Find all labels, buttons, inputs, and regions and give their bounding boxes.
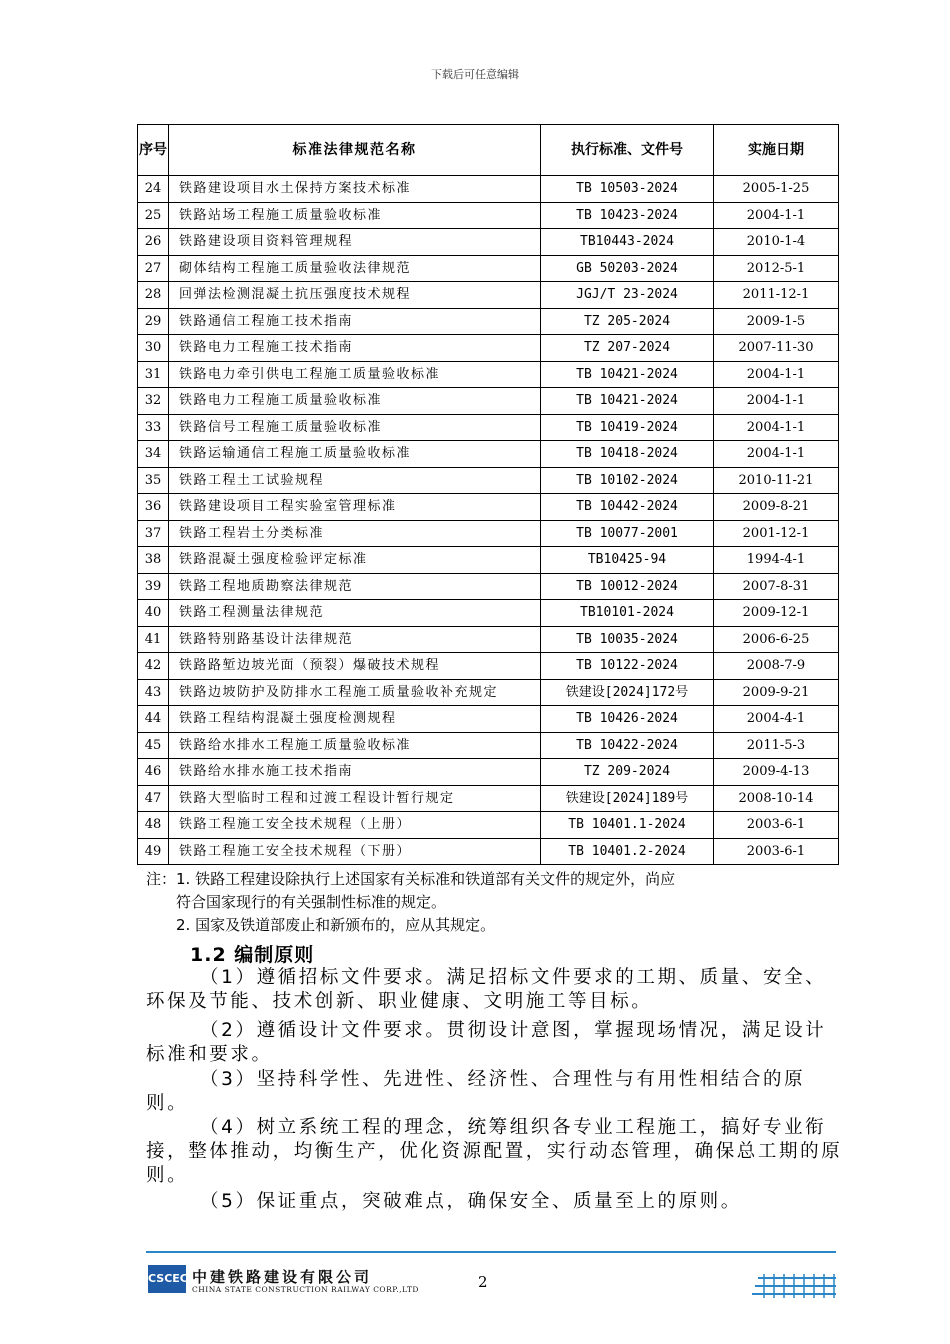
cell-date: 2004-1-1 bbox=[714, 414, 839, 441]
table-row bbox=[138, 838, 839, 865]
cell-date: 2004-4-1 bbox=[714, 706, 839, 733]
table-row bbox=[138, 467, 839, 494]
cell-no: 37 bbox=[138, 520, 169, 547]
cell-date: 2009-8-21 bbox=[714, 494, 839, 521]
principle-paragraph: （2）遵循设计文件要求。贯彻设计意图，掌握现场情况，满足设计标准和要求。 bbox=[146, 1020, 827, 1065]
table-row bbox=[138, 308, 839, 335]
cell-date: 2004-1-1 bbox=[714, 202, 839, 229]
cell-no: 40 bbox=[138, 600, 169, 627]
table-row bbox=[138, 759, 839, 786]
cell-code: TB 10122-2024 bbox=[541, 653, 714, 680]
cell-no: 44 bbox=[138, 706, 169, 733]
cell-code: TB 10401.1-2024 bbox=[541, 812, 714, 839]
cell-name: 砌体结构工程施工质量验收法律规范 bbox=[169, 255, 541, 282]
cell-code: TB 10426-2024 bbox=[541, 706, 714, 733]
principle-paragraph: （3）坚持科学性、先进性、经济性、合理性与有用性相结合的原则。 bbox=[146, 1069, 806, 1114]
cell-date: 2010-1-4 bbox=[714, 229, 839, 256]
table-row bbox=[138, 547, 839, 574]
principle-paragraph: （4）树立系统工程的理念，统筹组织各专业工程施工，搞好专业衔接，整体推动，均衡生产，优化资源配置，实行动态管理，确保总工期的原则。 bbox=[146, 1117, 843, 1186]
table-row bbox=[138, 388, 839, 415]
table-header-row bbox=[138, 125, 839, 176]
cell-date: 2007-11-30 bbox=[714, 335, 839, 362]
cell-name: 铁路工程岩土分类标准 bbox=[169, 520, 541, 547]
cell-no: 47 bbox=[138, 785, 169, 812]
cell-no: 34 bbox=[138, 441, 169, 468]
table-row bbox=[138, 600, 839, 627]
cell-code: TZ 209-2024 bbox=[541, 759, 714, 786]
table-row bbox=[138, 494, 839, 521]
cell-date: 2009-1-5 bbox=[714, 308, 839, 335]
cell-no: 32 bbox=[138, 388, 169, 415]
header-watermark: 下载后可任意编辑 bbox=[431, 68, 519, 81]
table-row bbox=[138, 520, 839, 547]
cell-no: 38 bbox=[138, 547, 169, 574]
table-row bbox=[138, 785, 839, 812]
cell-code: TZ 207-2024 bbox=[541, 335, 714, 362]
cell-date: 2009-9-21 bbox=[714, 679, 839, 706]
company-name-en: CHINA STATE CONSTRUCTION RAILWAY CORP.,LTD bbox=[192, 1285, 419, 1294]
cell-name: 铁路大型临时工程和过渡工程设计暂行规定 bbox=[169, 785, 541, 812]
cell-date: 2001-12-1 bbox=[714, 520, 839, 547]
cell-name: 铁路工程土工试验规程 bbox=[169, 467, 541, 494]
cell-name: 铁路工程地质勘察法律规范 bbox=[169, 573, 541, 600]
cell-no: 35 bbox=[138, 467, 169, 494]
table-row bbox=[138, 573, 839, 600]
table-row bbox=[138, 653, 839, 680]
cell-code: TB 10077-2001 bbox=[541, 520, 714, 547]
cell-no: 29 bbox=[138, 308, 169, 335]
cell-code: TB 10423-2024 bbox=[541, 202, 714, 229]
cell-no: 27 bbox=[138, 255, 169, 282]
cell-date: 1994-4-1 bbox=[714, 547, 839, 574]
cell-code: TB10443-2024 bbox=[541, 229, 714, 256]
page-number: 2 bbox=[478, 1273, 488, 1291]
cell-date: 2004-1-1 bbox=[714, 441, 839, 468]
principle-paragraph: （5）保证重点，突破难点，确保安全、质量至上的原则。 bbox=[200, 1191, 742, 1212]
table-notes bbox=[146, 868, 846, 937]
cell-no: 26 bbox=[138, 229, 169, 256]
cell-code: JGJ/T 23-2024 bbox=[541, 282, 714, 309]
cell-date: 2008-10-14 bbox=[714, 785, 839, 812]
header-code: 执行标准、文件号 bbox=[541, 125, 714, 176]
cell-code: GB 50203-2024 bbox=[541, 255, 714, 282]
cell-code: 铁建设[2024]189号 bbox=[541, 785, 714, 812]
cell-name: 铁路信号工程施工质量验收标准 bbox=[169, 414, 541, 441]
cell-no: 39 bbox=[138, 573, 169, 600]
cell-date: 2004-1-1 bbox=[714, 388, 839, 415]
table-row bbox=[138, 229, 839, 256]
cell-code: TB 10419-2024 bbox=[541, 414, 714, 441]
note-line-2: 符合国家现行的有关强制性标准的规定。 bbox=[176, 893, 447, 911]
standards-table bbox=[137, 124, 839, 865]
cell-code: TB10101-2024 bbox=[541, 600, 714, 627]
cell-name: 铁路路堑边坡光面（预裂）爆破技术规程 bbox=[169, 653, 541, 680]
cell-code: TB 10102-2024 bbox=[541, 467, 714, 494]
cell-no: 24 bbox=[138, 176, 169, 203]
cell-no: 41 bbox=[138, 626, 169, 653]
cell-name: 铁路电力工程施工技术指南 bbox=[169, 335, 541, 362]
cell-name: 铁路站场工程施工质量验收标准 bbox=[169, 202, 541, 229]
table-row bbox=[138, 626, 839, 653]
table-row bbox=[138, 679, 839, 706]
company-logo: CSCEC bbox=[148, 1265, 186, 1293]
table-row bbox=[138, 255, 839, 282]
cell-no: 43 bbox=[138, 679, 169, 706]
cell-name: 铁路建设项目资料管理规程 bbox=[169, 229, 541, 256]
section-heading: 1.2 编制原则 bbox=[190, 944, 315, 966]
table-row bbox=[138, 441, 839, 468]
cell-code: TB 10418-2024 bbox=[541, 441, 714, 468]
note-line-3: 2. 国家及铁道部废止和新颁布的，应从其规定。 bbox=[176, 916, 496, 934]
cell-no: 46 bbox=[138, 759, 169, 786]
cell-name: 铁路混凝土强度检验评定标准 bbox=[169, 547, 541, 574]
company-name-cn: 中建铁路建设有限公司 bbox=[192, 1268, 373, 1286]
cell-no: 33 bbox=[138, 414, 169, 441]
cell-date: 2006-6-25 bbox=[714, 626, 839, 653]
cell-date: 2011-12-1 bbox=[714, 282, 839, 309]
cell-name: 铁路工程施工安全技术规程（上册） bbox=[169, 812, 541, 839]
table-row bbox=[138, 361, 839, 388]
table-row bbox=[138, 812, 839, 839]
cell-no: 45 bbox=[138, 732, 169, 759]
cell-date: 2003-6-1 bbox=[714, 838, 839, 865]
table-row bbox=[138, 202, 839, 229]
cell-name: 铁路工程测量法律规范 bbox=[169, 600, 541, 627]
cell-name: 铁路给水排水工程施工质量验收标准 bbox=[169, 732, 541, 759]
cell-code: TB 10421-2024 bbox=[541, 388, 714, 415]
header-date: 实施日期 bbox=[714, 125, 839, 176]
header-no: 序号 bbox=[138, 125, 169, 176]
cell-no: 30 bbox=[138, 335, 169, 362]
cell-no: 49 bbox=[138, 838, 169, 865]
table-row bbox=[138, 706, 839, 733]
cell-name: 铁路特别路基设计法律规范 bbox=[169, 626, 541, 653]
rail-decoration-icon bbox=[752, 1272, 838, 1302]
cell-code: TB 10503-2024 bbox=[541, 176, 714, 203]
table-row bbox=[138, 176, 839, 203]
table-row bbox=[138, 732, 839, 759]
table-row bbox=[138, 335, 839, 362]
cell-no: 25 bbox=[138, 202, 169, 229]
principle-paragraph: （1）遵循招标文件要求。满足招标文件要求的工期、质量、安全、环保及节能、技术创新、职业健康、文明施工等目标。 bbox=[146, 967, 827, 1012]
cell-no: 31 bbox=[138, 361, 169, 388]
cell-name: 铁路电力牵引供电工程施工质量验收标准 bbox=[169, 361, 541, 388]
cell-name: 铁路工程施工安全技术规程（下册） bbox=[169, 838, 541, 865]
cell-date: 2009-4-13 bbox=[714, 759, 839, 786]
cell-no: 42 bbox=[138, 653, 169, 680]
note-line-1: 注：1. 铁路工程建设除执行上述国家有关标准和铁道部有关文件的规定外，尚应 bbox=[146, 870, 676, 888]
cell-date: 2005-1-25 bbox=[714, 176, 839, 203]
cell-name: 铁路给水排水施工技术指南 bbox=[169, 759, 541, 786]
cell-code: TZ 205-2024 bbox=[541, 308, 714, 335]
cell-name: 铁路建设项目工程实验室管理标准 bbox=[169, 494, 541, 521]
cell-date: 2004-1-1 bbox=[714, 361, 839, 388]
cell-code: TB 10421-2024 bbox=[541, 361, 714, 388]
cell-name: 铁路运输通信工程施工质量验收标准 bbox=[169, 441, 541, 468]
cell-date: 2010-11-21 bbox=[714, 467, 839, 494]
cell-name: 铁路通信工程施工技术指南 bbox=[169, 308, 541, 335]
cell-code: TB10425-94 bbox=[541, 547, 714, 574]
cell-code: TB 10012-2024 bbox=[541, 573, 714, 600]
cell-date: 2009-12-1 bbox=[714, 600, 839, 627]
table-row bbox=[138, 414, 839, 441]
cell-code: TB 10442-2024 bbox=[541, 494, 714, 521]
cell-date: 2007-8-31 bbox=[714, 573, 839, 600]
cell-code: TB 10401.2-2024 bbox=[541, 838, 714, 865]
cell-date: 2008-7-9 bbox=[714, 653, 839, 680]
header-name: 标准法律规范名称 bbox=[169, 125, 541, 176]
cell-date: 2003-6-1 bbox=[714, 812, 839, 839]
footer-divider bbox=[146, 1251, 836, 1253]
cell-date: 2012-5-1 bbox=[714, 255, 839, 282]
cell-no: 36 bbox=[138, 494, 169, 521]
cell-no: 28 bbox=[138, 282, 169, 309]
cell-name: 回弹法检测混凝土抗压强度技术规程 bbox=[169, 282, 541, 309]
cell-code: TB 10035-2024 bbox=[541, 626, 714, 653]
cell-code: TB 10422-2024 bbox=[541, 732, 714, 759]
cell-name: 铁路建设项目水土保持方案技术标准 bbox=[169, 176, 541, 203]
cell-no: 48 bbox=[138, 812, 169, 839]
cell-name: 铁路电力工程施工质量验收标准 bbox=[169, 388, 541, 415]
cell-name: 铁路边坡防护及防排水工程施工质量验收补充规定 bbox=[169, 679, 541, 706]
cell-date: 2011-5-3 bbox=[714, 732, 839, 759]
cell-code: 铁建设[2024]172号 bbox=[541, 679, 714, 706]
cell-name: 铁路工程结构混凝土强度检测规程 bbox=[169, 706, 541, 733]
table-row bbox=[138, 282, 839, 309]
